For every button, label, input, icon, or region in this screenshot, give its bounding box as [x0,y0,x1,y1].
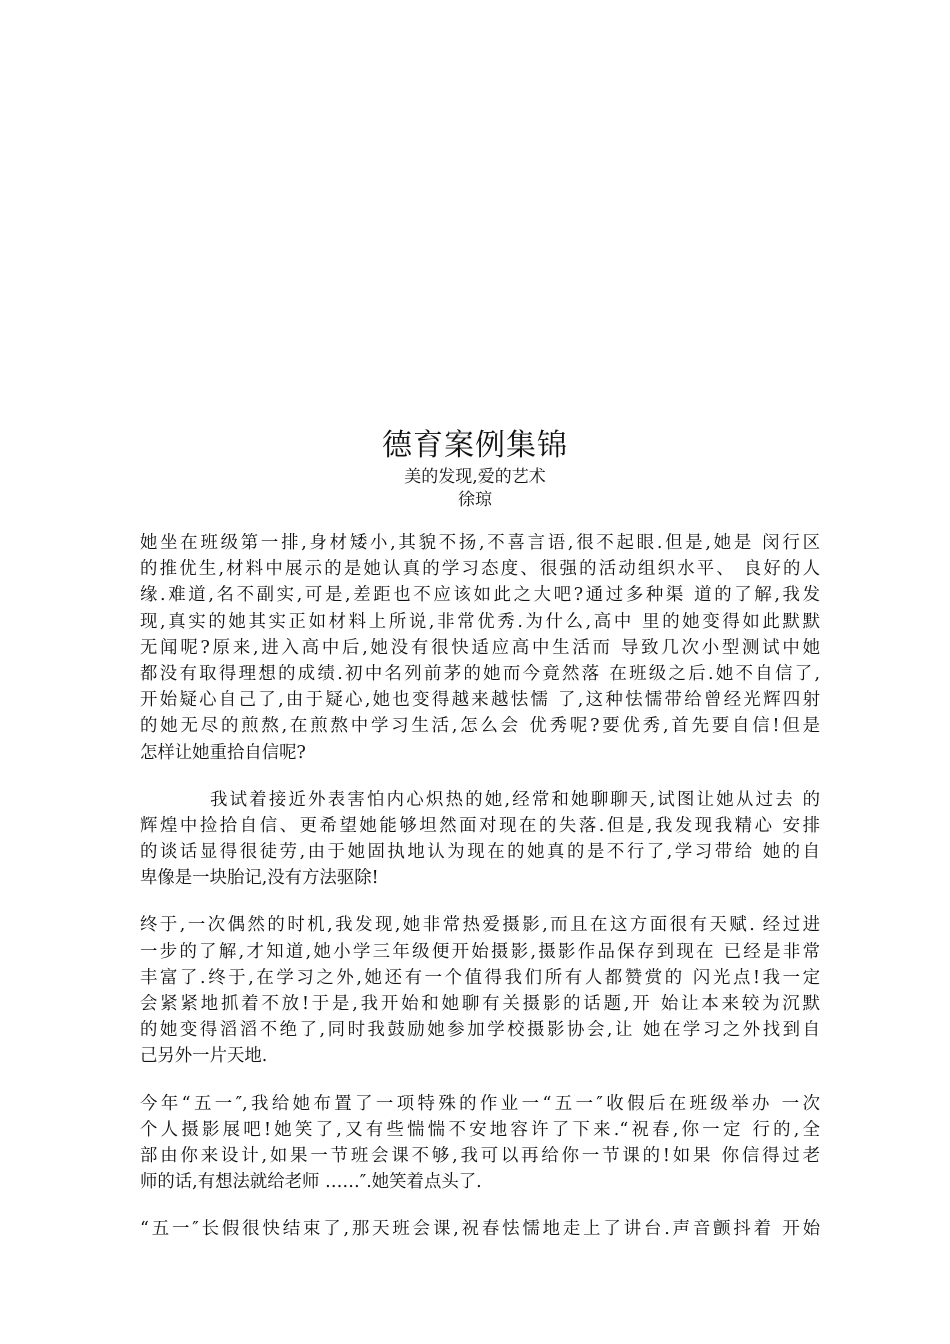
text-line: 我试着接近外表害怕内心炽热的她,经常和她聊聊天,试图让她从过去 的 [210,789,820,810]
text-line: 卑像是一块胎记,没有方法驱除! [140,868,379,889]
document-author: 徐琼 [458,490,492,510]
text-line: 现,真实的她其实正如材料上所说,非常优秀.为什么,高中 里的她变得如此默默 [140,611,820,632]
text-line: 都没有取得理想的成绩.初中名列前茅的她而今竟然落 在班级之后.她不自信了, [140,663,820,684]
paragraph-4 [140,1091,820,1196]
text-line: 部由你来设计,如果一节班会课不够,我可以再给你一节课的!如果 你信得过老 [140,1145,820,1166]
text-line: 己另外一片天地. [140,1046,268,1067]
text-line: 丰富了.终于,在学习之外,她还有一个值得我们所有人都赞赏的 闪光点!我一定 [140,967,820,988]
document-title: 德育案例集锦 [382,428,568,463]
text-line: 辉煌中捡拾自信、更希望她能够坦然面对现在的失落.但是,我发现我精心 安排 [140,815,820,836]
text-line: 会紧紧地抓着不放!于是,我开始和她聊有关摄影的话题,开 始让本来较为沉默 [140,994,820,1014]
text-line: 一步的了解,才知道,她小学三年级便开始摄影,摄影作品保存到现在 已经是非常 [140,941,820,962]
text-line: 的推优生,材料中展示的是她认真的学习态度、很强的活动组织水平、 良好的人 [140,559,820,580]
text-line: 师的话,有想法就给老师 ……″.她笑着点头了. [140,1172,482,1193]
document-subtitle: 美的发现,爱的艺术 [404,467,546,487]
text-line: “五一″长假很快结束了,那天班会课,祝春怯懦地走上了讲台.声音颤抖着 开始 [140,1219,820,1240]
paragraph-5 [140,1216,820,1242]
text-line: 今年“五一″,我给她布置了一项特殊的作业一“五一″收假后在班级举办 一次 [140,1093,820,1114]
text-line: 无闻呢?原来,进入高中后,她没有很快适应高中生活而 导致几次小型测试中她 [140,637,820,658]
text-line: 个人摄影展吧!她笑了,又有些惴惴不安地容许了下来.“祝春,你一定 行的,全 [140,1119,820,1140]
text-line: 开始疑心自己了,由于疑心,她也变得越来越怯懦 了,这种怯懦带给曾经光辉四射 [140,690,820,711]
text-line: 她坐在班级第一排,身材矮小,其貌不扬,不喜言语,很不起眼.但是,她是 闵行区 [140,533,820,553]
paragraph-1 [140,530,820,766]
paragraph-3 [140,912,820,1069]
text-line: 缘.难道,名不副实,可是,差距也不应该如此之大吧?通过多种渠 道的了解,我发 [140,585,820,606]
text-line: 的她无尽的煎熬,在煎熬中学习生活,怎么会 优秀呢?要优秀,首先要自信!但是 [140,716,820,737]
article-body [140,530,820,1264]
text-line: 的谈话显得很徒劳,由于她固执地认为现在的她真的是不行了,学习带给 她的自 [140,842,820,863]
text-line: 怎样让她重拾自信呢? [140,742,306,763]
paragraph-2 [140,787,820,892]
text-line: 终于,一次偶然的时机,我发现,她非常热爱摄影,而且在这方面很有天赋. 经过进 [140,915,820,936]
text-line: 的她变得滔滔不绝了,同时我鼓励她参加学校摄影协会,让 她在学习之外找到自 [140,1020,820,1041]
